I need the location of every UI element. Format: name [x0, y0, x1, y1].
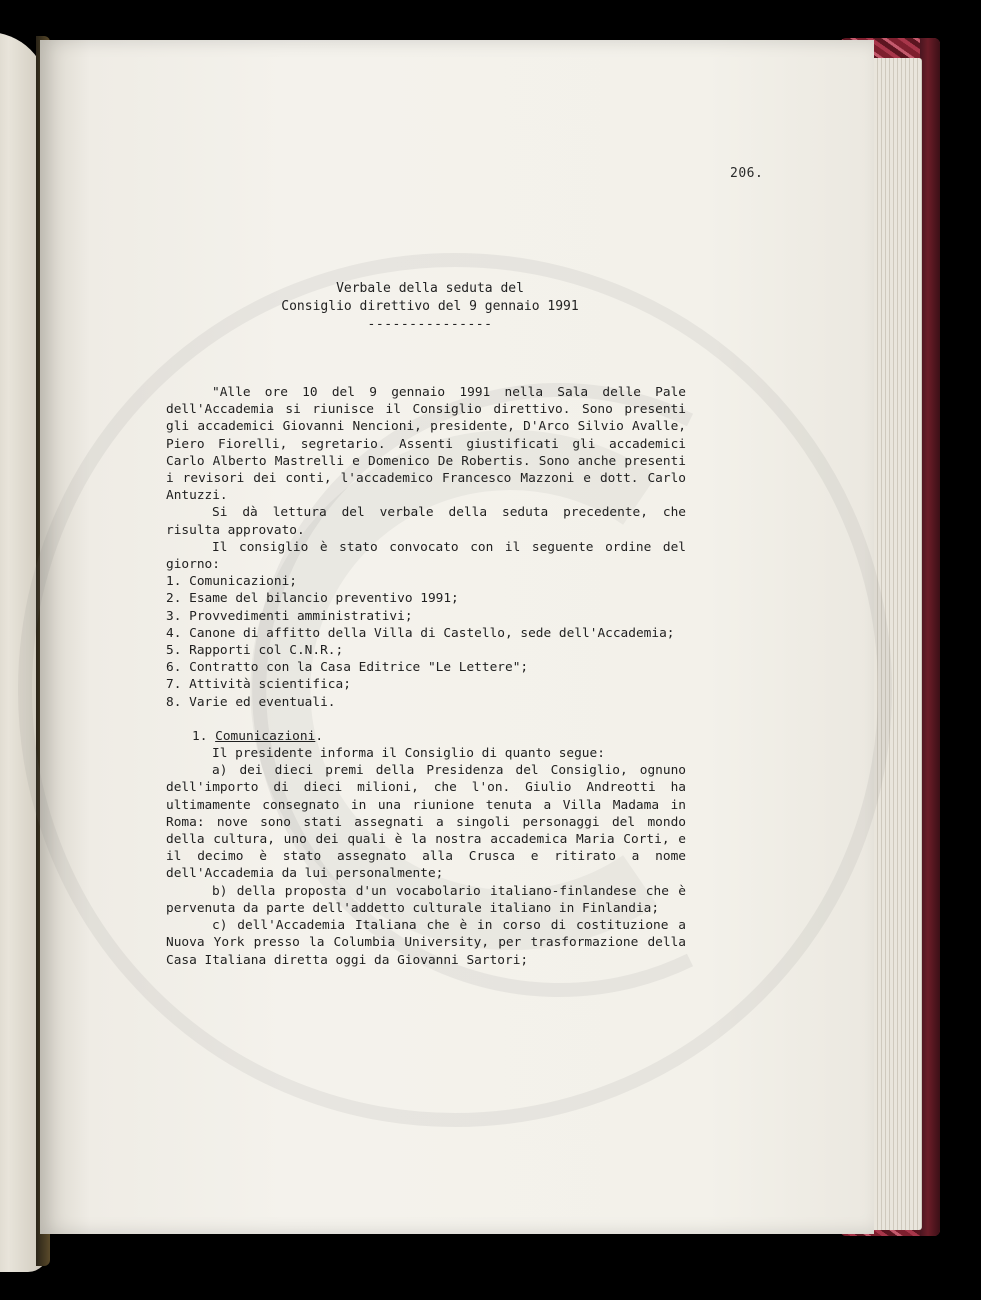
agenda-item-2: 2. Esame del bilancio preventivo 1991;	[166, 591, 459, 607]
paragraph-agenda-intro: Il consiglio è stato convocato con il seguente ordine del giorno:	[166, 539, 686, 573]
section-1-title-end: .	[315, 728, 324, 744]
section-1-item-a: a) dei dieci premi della Presidenza del Consiglio, ognuno dell'importo di dieci milioni, che l'on. Giulio Andreotti ha ultimamente consegnato in una riunione tenuta a Villa Madama in Roma: nove sono stati assegnati a singoli personaggi del mondo della cultura, uno dei quali è la nostra accademica Maria Corti, e il decimo è stato assegnato alla Crusca e ritirato a nome dell'Accademia da lui personalmente;	[166, 763, 686, 882]
agenda-item-8: 8. Varie ed eventuali.	[166, 694, 336, 710]
book-cover-edge	[920, 38, 940, 1236]
heading-line-2: Consiglio direttivo del 9 gennaio 1991	[281, 299, 579, 314]
heading-rule: ---------------	[367, 317, 493, 332]
agenda-item-3: 3. Provvedimenti amministrativi;	[166, 608, 413, 624]
agenda-item-7: 7. Attività scientifica;	[166, 677, 351, 693]
agenda-item-1: 1. Comunicazioni;	[166, 574, 297, 590]
agenda-item-6: 6. Contratto con la Casa Editrice "Le Lettere";	[166, 660, 529, 676]
section-1-title	[166, 728, 686, 745]
section-1-title-text: Comunicazioni	[215, 728, 316, 744]
page-number: 206.	[730, 166, 764, 181]
section-1-intro: Il presidente informa il Consiglio di quanto segue:	[212, 746, 605, 762]
heading-line-1: Verbale della seduta del	[336, 281, 524, 296]
agenda-item-5: 5. Rapporti col C.N.R.;	[166, 643, 344, 659]
section-1-number: 1.	[192, 728, 208, 744]
agenda-item-4: 4. Canone di affitto della Villa di Castello, sede dell'Accademia;	[166, 625, 675, 641]
section-1-item-c: c) dell'Accademia Italiana che è in corso di costituzione a Nuova York presso la Columbia University, per trasformazione della Casa Italiana diretta oggi da Giovanni Sartori;	[166, 918, 686, 968]
paragraph-attendance: "Alle ore 10 del 9 gennaio 1991 nella Sala delle Pale dell'Accademia si riunisce il Consiglio direttivo. Sono presenti gli accademici Giovanni Nencioni, presidente, D'Arco Silvio Avalle, Piero Fiorelli, segretario. Assenti giustificati gli accademici Carlo Alberto Mastrelli e Domenico De Robertis. Sono anche presenti i revisori dei conti, l'accademico Francesco Mazzoni e dott. Carlo Antuzzi.	[166, 385, 686, 504]
document-heading	[210, 280, 650, 334]
section-1-item-b: b) della proposta d'un vocabolario italiano-finlandese che è pervenuta da parte dell'addetto culturale italiano in Finlandia;	[166, 883, 686, 916]
document-body	[166, 384, 686, 969]
paragraph-minutes-approval: Si dà lettura del verbale della seduta precedente, che risulta approvato.	[166, 505, 686, 538]
